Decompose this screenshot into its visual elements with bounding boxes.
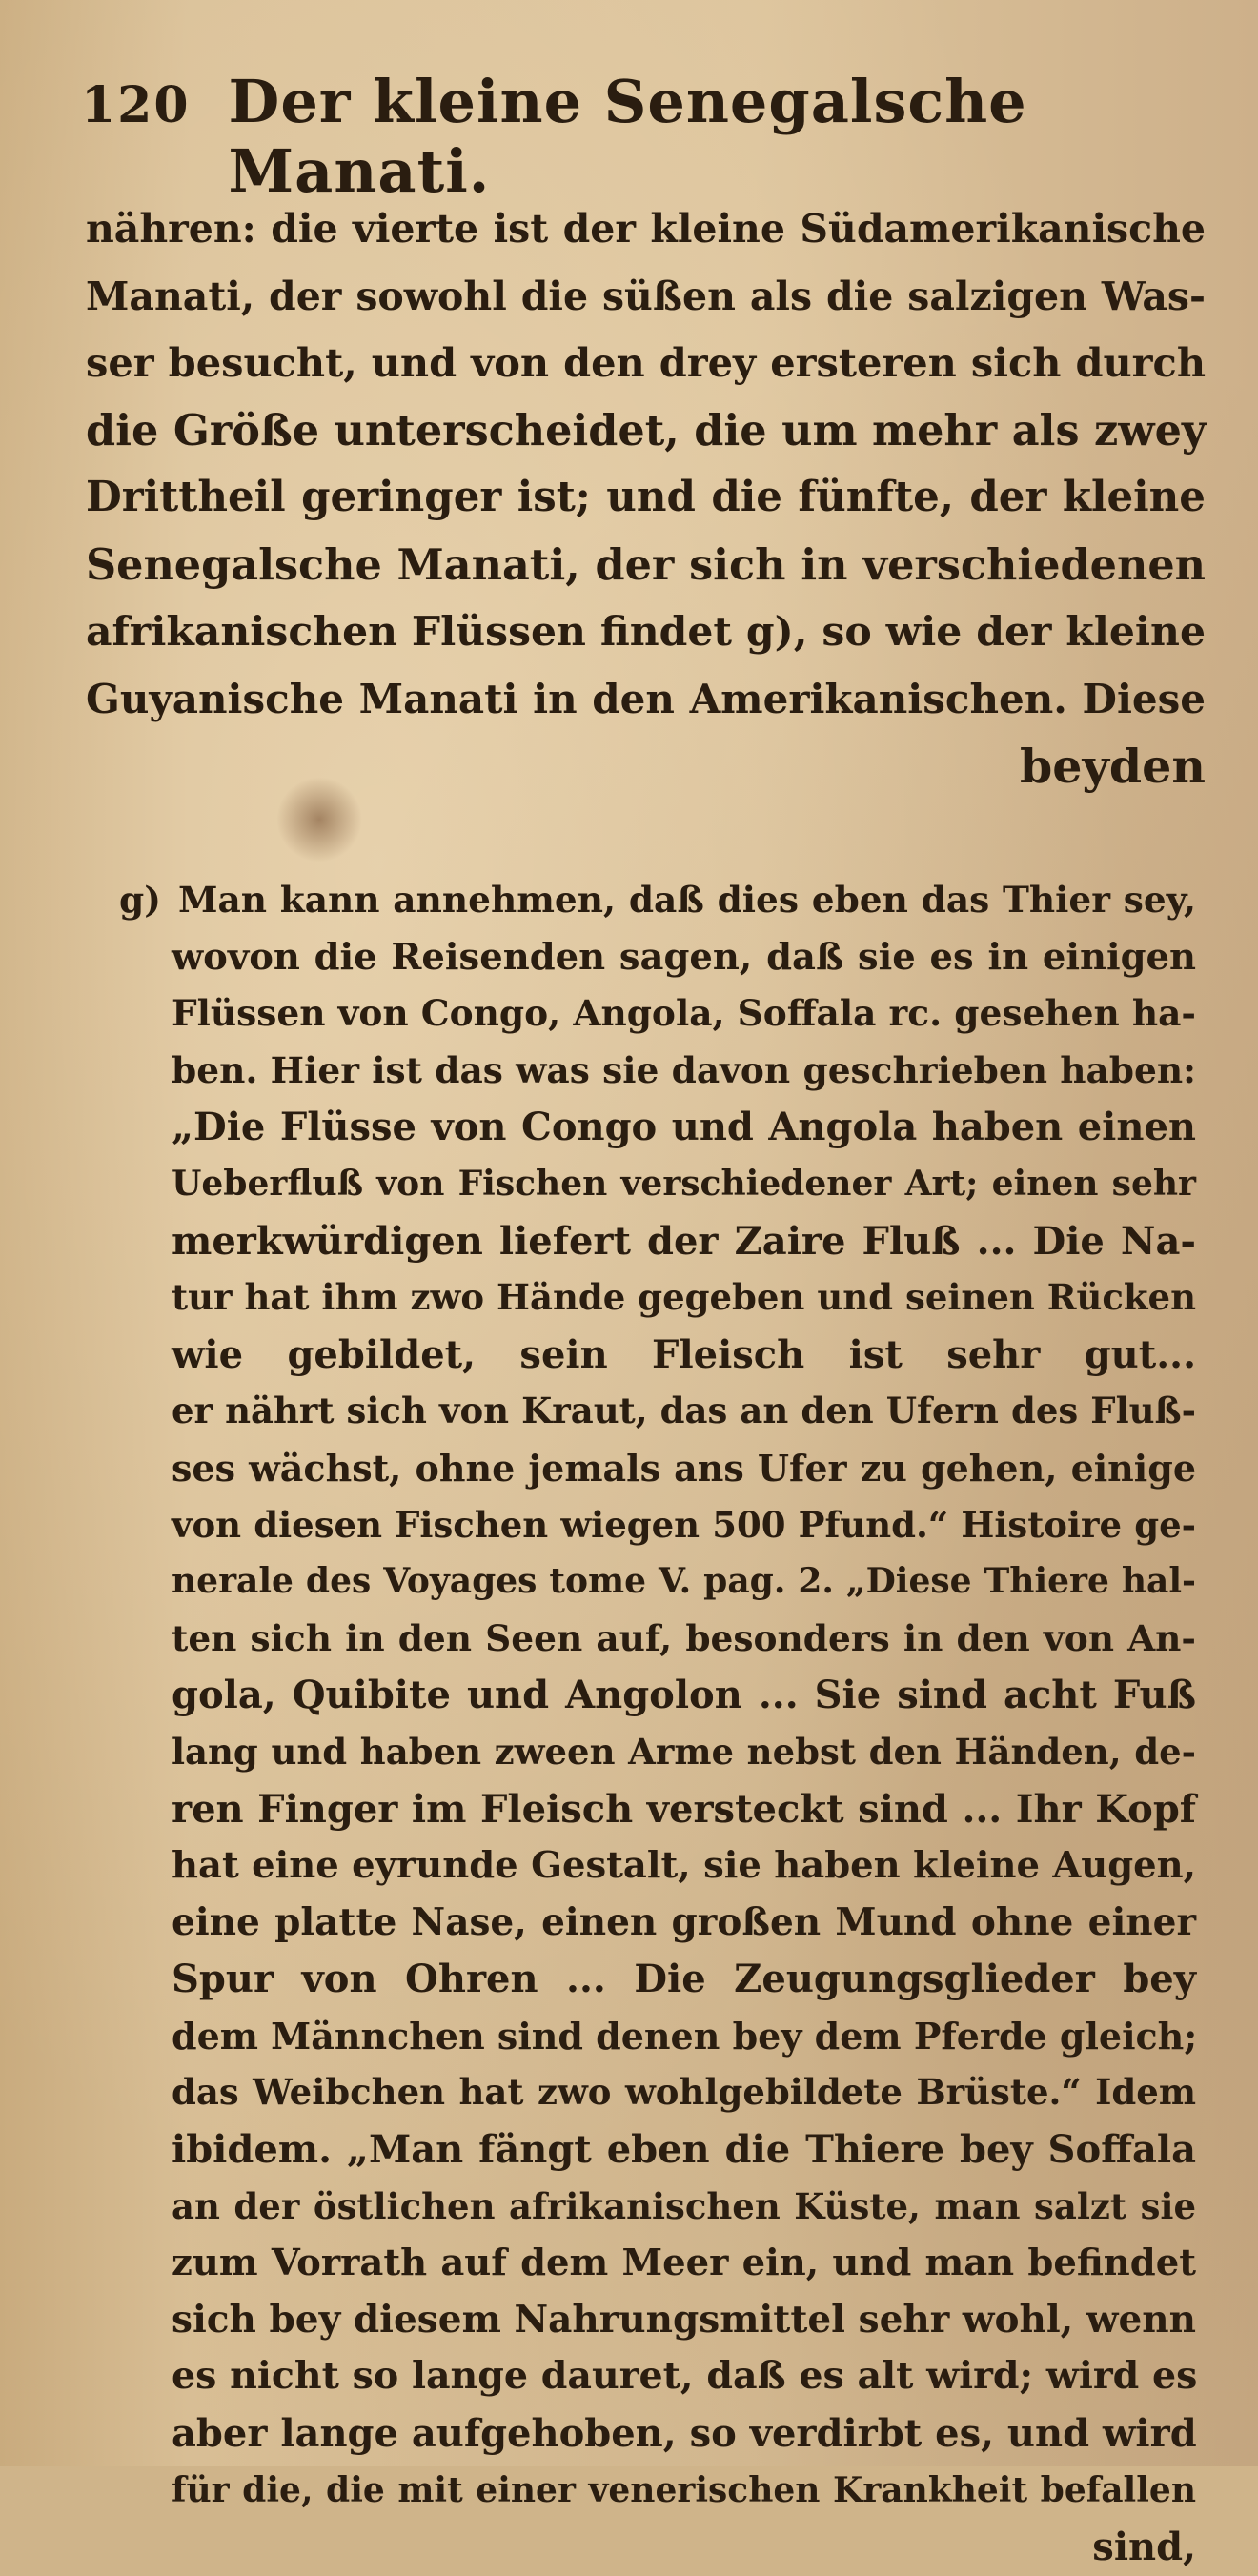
footnote-line: ses wächst, ohne jemals ans Ufer zu gehen, einige (172, 1446, 1196, 1490)
footnote-line: tur hat ihm zwo Hände gegeben und seinen Rücken (172, 1276, 1196, 1319)
footnote-line: gola, Quibite und Angolon ... Sie sind acht Fuß (172, 1673, 1196, 1718)
text-line: Guyanische Manati in den Amerikanischen. Diese (86, 675, 1206, 722)
running-head: Der kleine Senegalsche Manati. (228, 67, 1027, 206)
footnote-line: ren Finger im Fleisch versteckt sind ... Ihr Kopf (172, 1786, 1196, 1832)
footnote-line: lang und haben zween Arme nebst den Händen, de- (172, 1730, 1196, 1773)
footnote-line: „Die Flüsse von Congo und Angola haben einen (172, 1105, 1196, 1150)
footnote-text: Man kann annehmen, daß dies eben das Thier sey, (177, 879, 1196, 921)
text-line: afrikanischen Flüssen findet g), so wie der kleine (86, 608, 1206, 656)
text-line: Senegalsche Manati, der sich in verschiedenen (86, 539, 1206, 590)
footnote-line: sich bey diesem Nahrungsmittel sehr wohl, wenn (172, 2297, 1196, 2342)
footnote-line: für die, die mit einer venerischen Krankheit befallen (172, 2469, 1196, 2510)
footnote-line: ben. Hier ist das was sie davon geschrieben haben: (172, 1048, 1196, 1091)
footnote-line: sind, (1092, 2525, 1196, 2570)
footnote-line: wie gebildet, sein Fleisch ist sehr gut... (172, 1331, 1196, 1377)
footnote-line: nerale des Voyages tome V. pag. 2. „Diese Thiere hal- (172, 1561, 1196, 1602)
main-text (86, 195, 1206, 801)
catchword: beyden (1020, 739, 1206, 794)
page-header (81, 67, 1177, 206)
footnote-line: an der östlichen afrikanischen Küste, man salzt sie (172, 2184, 1196, 2227)
footnote-line: es nicht so lange dauret, daß es alt wird; wird es (172, 2354, 1198, 2399)
footnote-line: hat eine eyrunde Gestalt, sie haben kleine Augen, (172, 1844, 1197, 1888)
footnote-line: Spur von Ohren ... Die Zeugungsglieder bey (172, 1957, 1196, 2002)
footnote (119, 872, 1196, 2576)
footnote-marker: g) (119, 879, 161, 921)
footnote-line: ibidem. „Man fängt eben die Thiere bey Soffala (172, 2127, 1196, 2173)
footnote-line: er nährt sich von Kraut, das an den Ufern des Fluß- (172, 1389, 1196, 1432)
text-line: die Größe unterscheidet, die um mehr als zwey (86, 405, 1207, 456)
footnote-line (119, 872, 1196, 929)
footnote-line: Ueberfluß von Fischen verschiedener Art; einen sehr (172, 1163, 1196, 1204)
footnote-line: von diesen Fischen wiegen 500 Pfund.“ Histoire ge- (172, 1503, 1196, 1546)
text-line: Manati, der sowohl die süßen als die salzigen Was- (86, 273, 1206, 319)
footnote-line: ten sich in den Seen auf, besonders in den von An- (172, 1616, 1196, 1659)
text-line: Drittheil geringer ist; und die fünfte, der kleine (86, 473, 1206, 521)
page-number: 120 (81, 76, 191, 134)
footnote-line: Flüssen von Congo, Angola, Soffala rc. gesehen ha- (172, 992, 1196, 1035)
footnote-line: dem Männchen sind denen bey dem Pferde gleich; (172, 2014, 1198, 2058)
footnote-line: das Weibchen hat zwo wohlgebildete Brüste.“ Idem (172, 2071, 1196, 2114)
footnote-line: wovon die Reisenden sagen, daß sie es in einigen (172, 935, 1196, 979)
footnote-line: zum Vorrath auf dem Meer ein, und man befindet (172, 2241, 1196, 2285)
text-line: ser besucht, und von den drey ersteren sich durch (86, 339, 1206, 386)
footnote-line: merkwürdigen liefert der Zaire Fluß ... Die Na- (172, 1218, 1196, 1264)
text-line: nähren: die vierte ist der kleine Südamerikanische (86, 206, 1206, 252)
footnote-line: eine platte Nase, einen großen Mund ohne einer (172, 1899, 1196, 1944)
footnote-line: aber lange aufgehoben, so verdirbt es, und wird (172, 2411, 1197, 2457)
